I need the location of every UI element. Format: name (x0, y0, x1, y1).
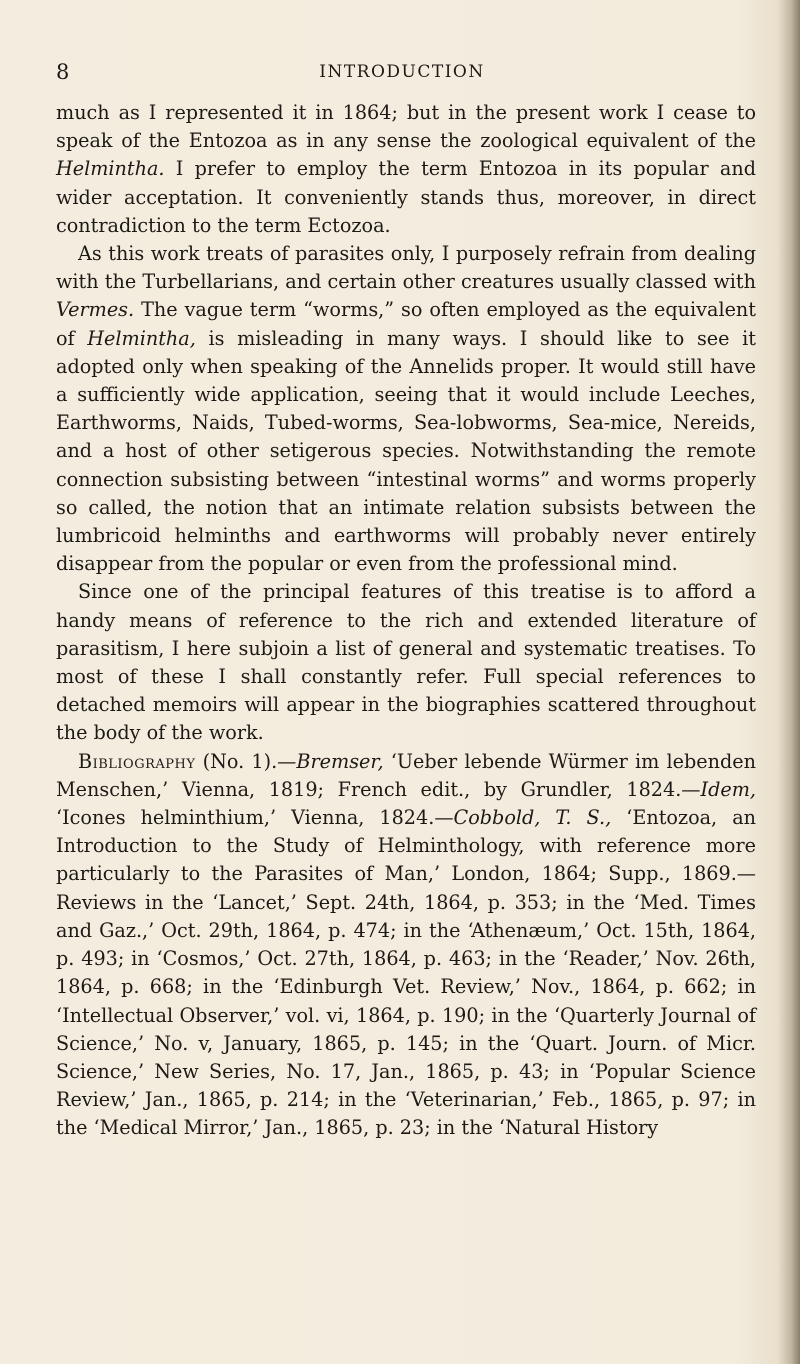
italic-helmintha: Helmintha. (56, 157, 165, 181)
bibliography-text-a: (No. 1).— (202, 749, 297, 773)
paragraph-bibliography (56, 748, 756, 1143)
italic-cobbold: Cobbold, T. S., (453, 806, 612, 830)
paragraph-3-text: Since one of the principal features of this treatise is to afford a handy means of reference to the rich and extended literature of parasitism, I here subjoin a list of general and systematic treatises. To most of these I shall constantly refer. Full special references to detached memoirs will appear in the biographies scattered throughout the body of the work. (56, 580, 756, 745)
paragraph-2-text-b: The vague term “worms,” so often employed as the equivalent of (56, 298, 756, 350)
italic-helmintha-2: Helmintha, (87, 326, 196, 350)
paragraph-2-text-a: As this work treats of parasites only, I purposely refrain from dealing with the Turbellarians, and certain other creatures usually classed with (56, 242, 756, 294)
italic-bremser: Bremser, (296, 749, 384, 773)
italic-vermes: Vermes. (56, 298, 135, 322)
paragraph-1-text: much as I represented it in 1864; but in the present work I cease to speak of the Entozoa as in any sense the zoological equivalent of the (56, 101, 756, 153)
bibliography-text-c: ‘Icones helminthium,’ Vienna, 1824.— (56, 806, 454, 830)
paragraph-3 (56, 578, 756, 747)
bibliography-text-b: ‘Ueber lebende Würmer im lebenden Menschen,’ Vienna, 1819; French edit., by Grundler, 1824.— (56, 749, 756, 801)
running-head: INTRODUCTION (319, 62, 485, 82)
page-number: 8 (56, 60, 71, 84)
paragraph-2-text-c: is misleading in many ways. I should like to see it adopted only when speaking of the Annelids proper. It would still have a sufficiently wide application, seeing that it would include Leeches, Earthworms, Naids, Tubed-worms, Sea-lobworms, Sea-mice, Nereids, and a host of other setigerous species. Notwithstanding the remote connection subsisting between “intestinal worms” and worms properly so called, the notion that an intimate relation subsists between the lumbricoid helminths and earthworms will probably never entirely disappear from the popular or even from the professional mind. (56, 326, 756, 576)
bibliography-label: Bibliography (78, 749, 196, 773)
bibliography-text-d: ‘Entozoa, an Introduction to the Study of Helminthology, with reference more particularly to the Parasites of Man,’ London, 1864; Supp., 1869.—Reviews in the ‘Lancet,’ Sept. 24th, 1864, p. 353; in the ‘Med. Times and Gaz.,’ Oct. 29th, 1864, p. 474; in the ‘Athenæum,’ Oct. 15th, 1864, p. 493; in ‘Cosmos,’ Oct. 27th, 1864, p. 463; in the ‘Reader,’ Nov. 26th, 1864, p. 668; in the ‘Edinburgh Vet. Review,’ Nov., 1864, p. 662; in ‘Intellectual Observer,’ vol. vi, 1864, p. 190; in the ‘Quarterly Journal of Science,’ No. v, January, 1865, p. 145; in the ‘Quart. Journ. of Micr. Science,’ New Series, No. 17, Jan., 1865, p. 43; in ‘Popular Science Review,’ Jan., 1865, p. 214; in the ‘Veterinarian,’ Feb., 1865, p. 97; in the ‘Medical Mirror,’ Jan., 1865, p. 23; in the ‘Natural History (56, 806, 756, 1140)
paragraph-2 (56, 240, 756, 578)
page-header (56, 60, 748, 90)
paragraph-1 (56, 99, 756, 240)
paragraph-1-rest: I prefer to employ the term Entozoa in its popular and wider acceptation. It conveniently stands thus, moreover, in direct contradiction to the term Ectozoa. (56, 157, 756, 237)
italic-idem: Idem, (700, 777, 756, 801)
page-binding-edge (778, 0, 800, 1364)
body-text (56, 99, 756, 1143)
